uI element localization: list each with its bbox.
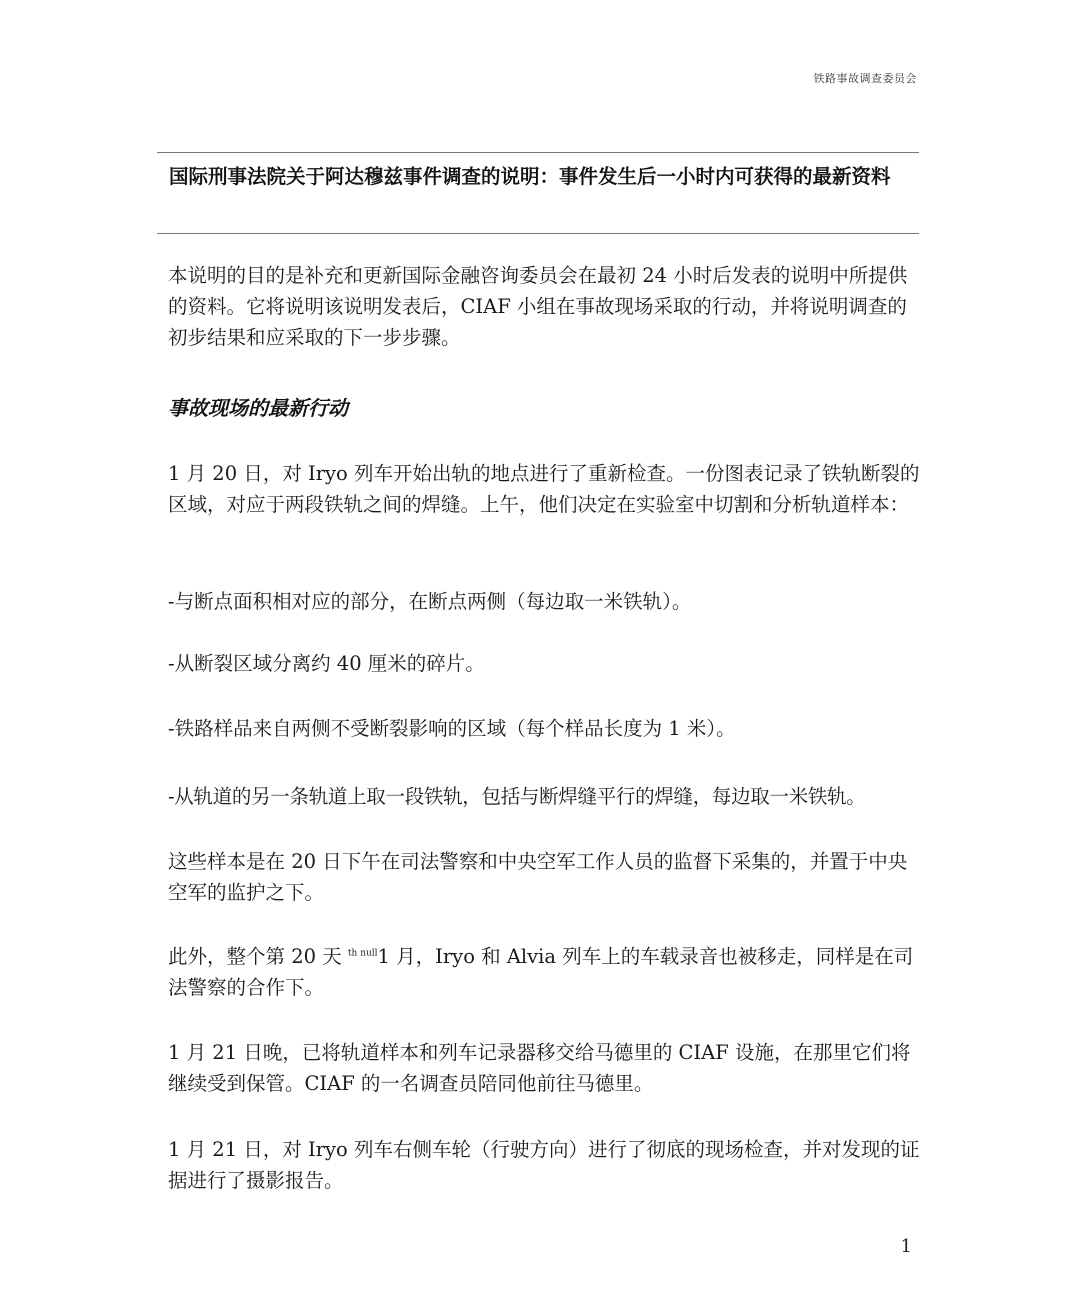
page-number: 1 [900,1236,912,1257]
title-block [157,152,919,234]
recorders-superscript: th null [347,948,378,959]
recorders-text-prefix: 此外，整个第 20 天 [168,945,342,968]
paragraph-jan21-inspection: 1 月 21 日，对 Iryo 列车右侧车轮（行驶方向）进行了彻底的现场检查，并对发现的证据进行了摄影报告。 [168,1138,920,1192]
list-item: -与断点面积相对应的部分，在断点两侧（每边取一米铁轨）。 [168,590,692,613]
list-item: -铁路样品来自两侧不受断裂影响的区域（每个样品长度为 1 米）。 [168,717,736,740]
document-title: 国际刑事法院关于阿达穆兹事件调查的说明：事件发生后一小时内可获得的最新资料 [169,165,891,188]
paragraph-jan21-evening: 1 月 21 日晚，已将轨道样本和列车记录器移交给马德里的 CIAF 设施，在那里它们将继续受到保管。CIAF 的一名调查员陪同他前往马德里。 [168,1041,911,1095]
list-item: -从轨道的另一条轨道上取一段铁轨，包括与断焊缝平行的焊缝，每边取一米铁轨。 [168,785,866,808]
paragraph-recorders [168,941,920,1003]
paragraph-samples: 这些样本是在 20 日下午在司法警察和中央空军工作人员的监督下采集的，并置于中央空军的监护之下。 [168,850,908,904]
section-heading: 事故现场的最新行动 [168,396,348,420]
recorders-text-rest: 1 月，Iryo 和 Alvia 列车上的车载录音也被移走，同样是在司法警察的合作下。 [168,945,914,999]
list-item: -从断裂区域分离约 40 厘米的碎片。 [168,652,485,675]
running-header: 铁路事故调查委员会 [813,72,917,85]
paragraph-jan20: 1 月 20 日，对 Iryo 列车开始出轨的地点进行了重新检查。一份图表记录了铁轨断裂的区域，对应于两段铁轨之间的焊缝。上午，他们决定在实验室中切割和分析轨道样本： [168,462,920,516]
intro-paragraph: 本说明的目的是补充和更新国际金融咨询委员会在最初 24 小时后发表的说明中所提供的资料。它将说明该说明发表后，CIAF 小组在事故现场采取的行动，并将说明调查的初步结果和应采取的下一步步骤。 [168,264,908,349]
